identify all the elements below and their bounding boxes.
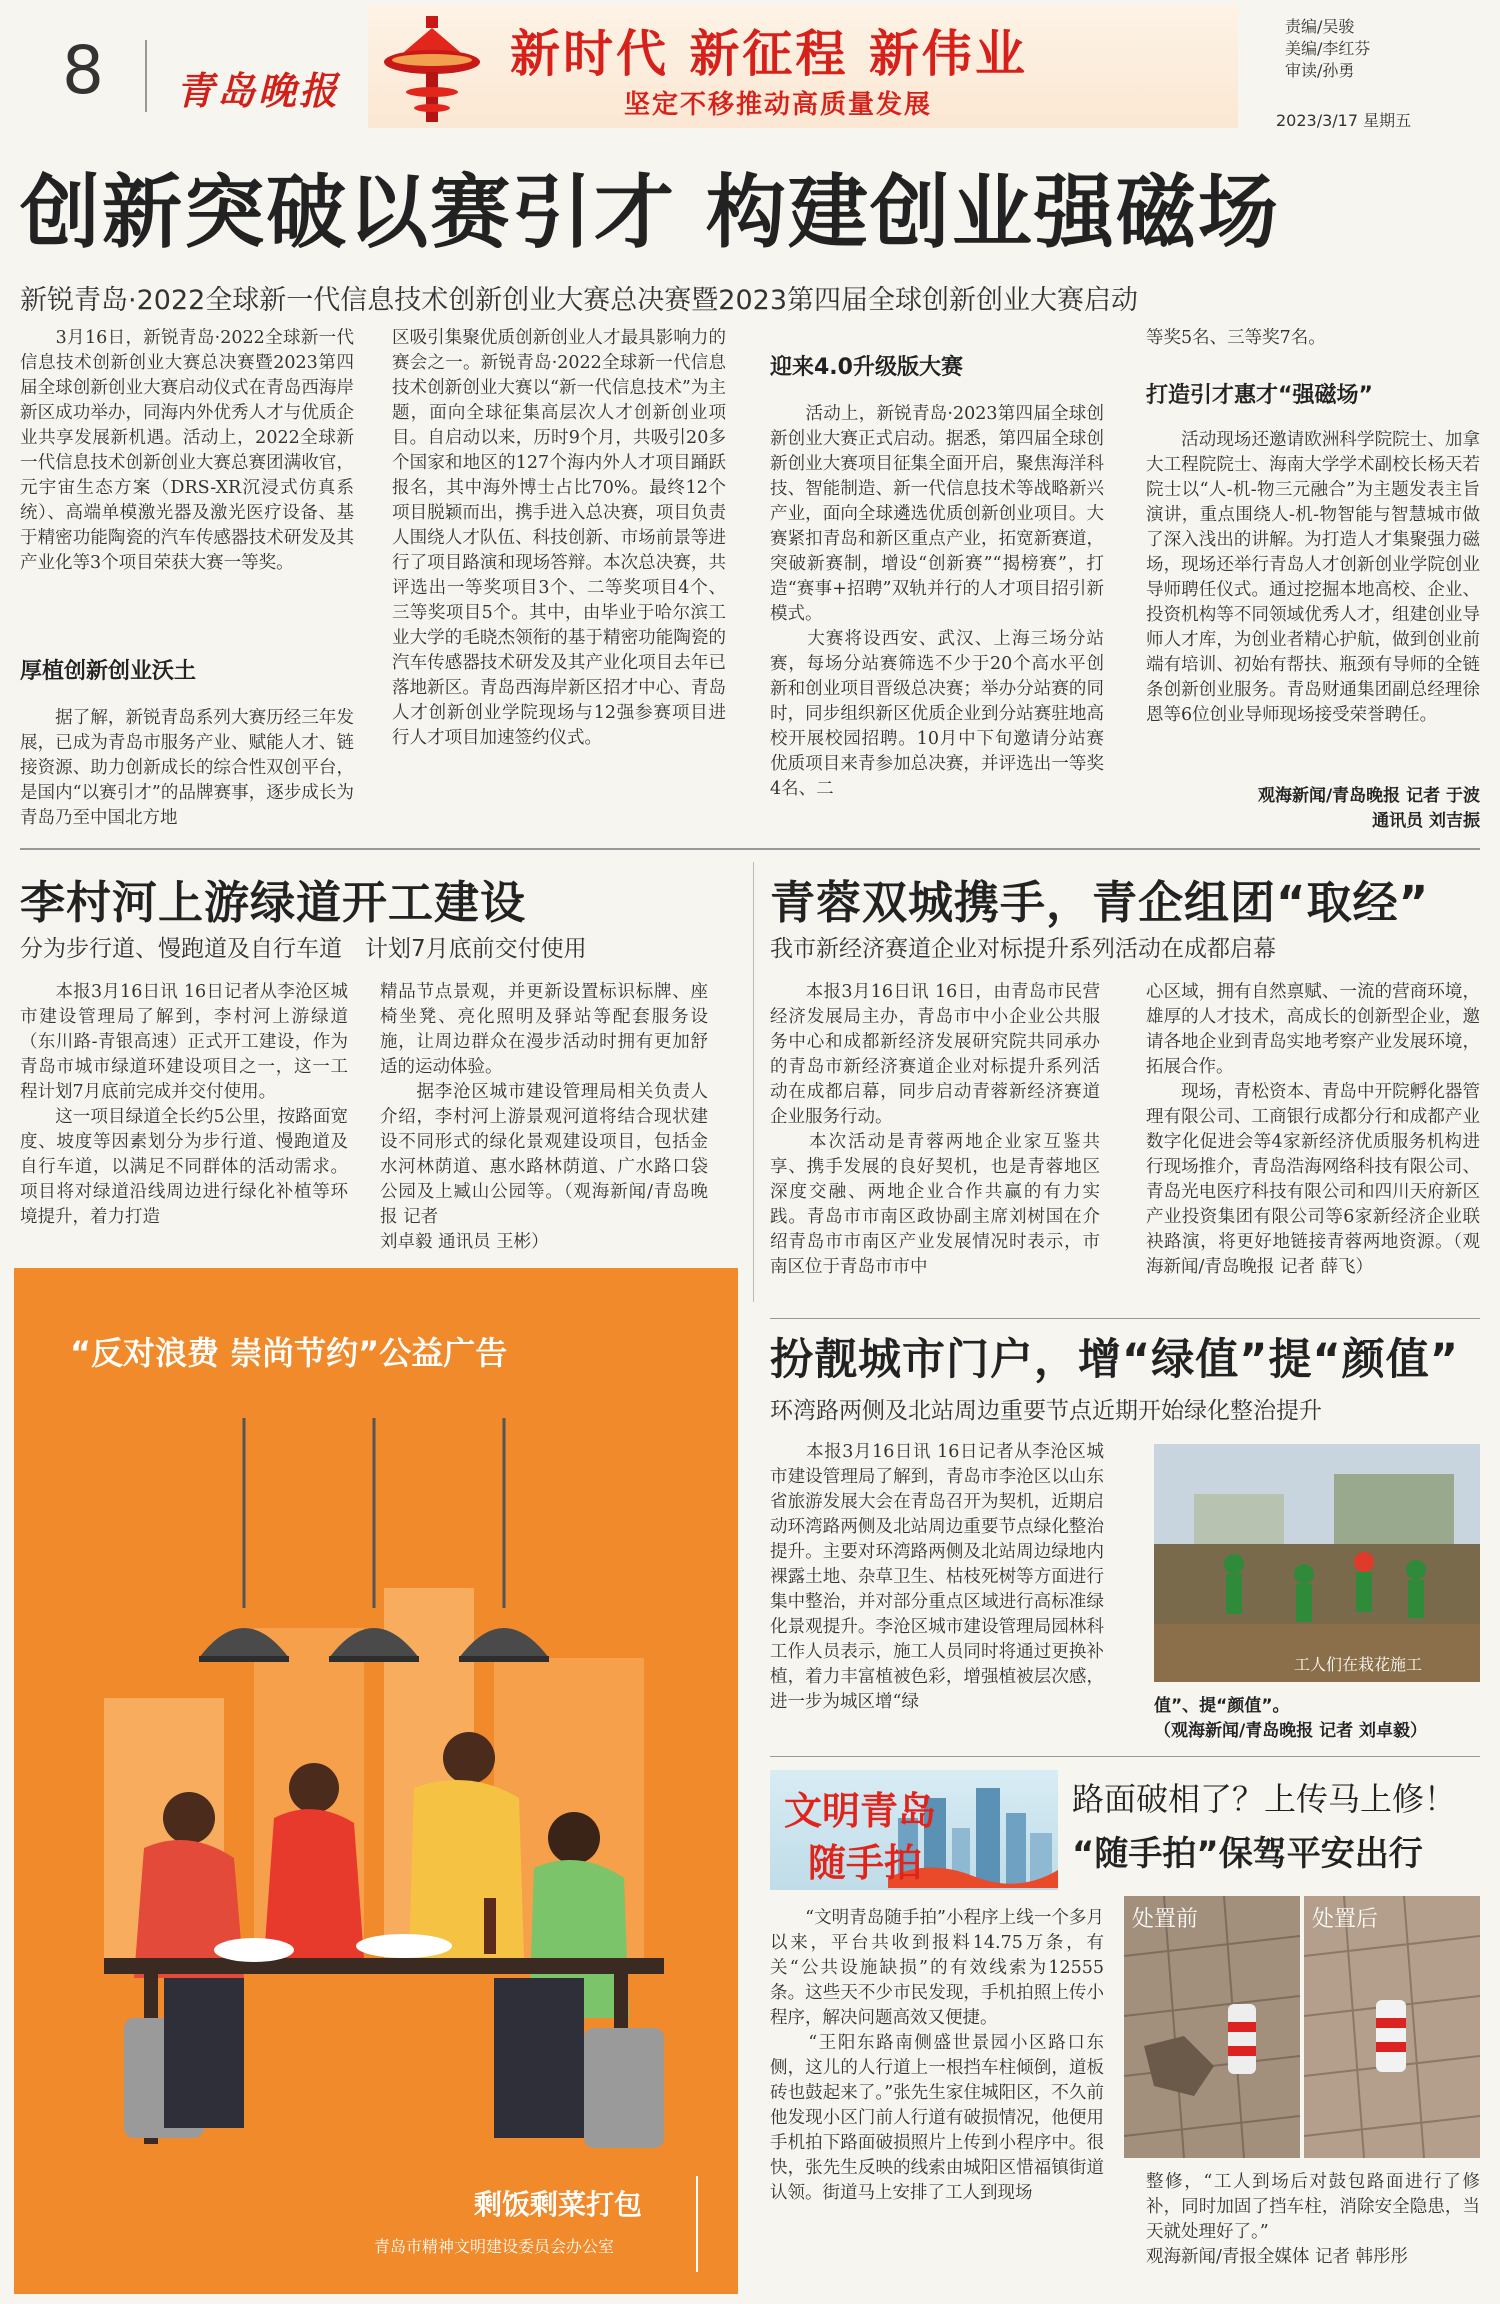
public-service-ad xyxy=(14,1268,738,2294)
lead-column-1b: 据了解，新锐青岛系列大赛历经三年发展，已成为青岛市服务产业、赋能人才、链接资源、助力创新成长的综合性双创平台，是国内“以赛引才”的品牌赛事，逐步成长为青岛乃至中国北方地 xyxy=(20,708,354,828)
lead-column-2: 区吸引集聚优质创新创业人才最具影响力的赛会之一。新锐青岛·2022全球新一代信息技术创新创业大赛以“新一代信息技术”为主题，面向全球征集高层次人才创新创业项目。自启动以来，历时9个月，共吸引20多个国家和地区的127个海内外人才项目踊跃报名，其中海外博士占比70%。最终12个项目脱颖而出，携手进入总决赛，项目负责人围绕人才队伍、科技创新、市场前景等进行了项目路演和现场答辩。本次总决赛，共评选出一等奖项目3个、二等奖项目4个、三等奖项目5个。其中，由毕业于哈尔滨工业大学的毛晓杰领衔的基于精密功能陶瓷的汽车传感器技术研发及其产业化项目去年已落地新区。青岛西海岸新区招才中心、青岛人才创新创业学院现场与12强参赛项目进行人才项目加速签约仪式。 xyxy=(392,328,726,748)
greening-deck: 环湾路两侧及北站周边重要节点近期开始绿化整治提升 xyxy=(770,1398,1322,1424)
after-photo xyxy=(1304,1896,1480,2158)
editor-line: 审读/孙勇 xyxy=(1285,61,1355,80)
lead-column-1: 3月16日，新锐青岛·2022全球新一代信息技术创新创业大赛总决赛暨2023第四届全球创新创业大赛启动仪式在青岛西海岸新区成功举办，同海内外优秀人才与优质企业共享发展新机遇。活动上，2022全球新一代信息技术创新创业大赛总赛团满收官，元宇宙生态方案（DRS-XR沉浸式仿真系统）、高端单模激光器及激光医疗设备、基于精密功能陶瓷的汽车传感器技术研发及其产业化等3个项目荣获大赛一等奖。 xyxy=(20,328,354,573)
chengdu-deck: 我市新经济赛道企业对标提升系列活动在成都启幕 xyxy=(770,936,1276,962)
ad-sponsor: 青岛市精神文明建设委员会办公室 xyxy=(374,2237,615,2256)
before-photo xyxy=(1124,1896,1300,2158)
dining-family-illustration xyxy=(14,1418,738,2158)
lead-subhead-3: 迎来4.0升级版大赛 xyxy=(770,355,963,380)
column-divider xyxy=(753,862,754,1302)
landmark-tower-icon xyxy=(376,10,488,126)
civility-logo xyxy=(770,1770,1058,1890)
road-headline-2: “随手拍”保驾平安出行 xyxy=(1072,1834,1423,1874)
lead-column-4a: 等奖5名、三等奖7名。 xyxy=(1146,328,1326,348)
greenway-column-1: 本报3月16日讯 16日记者从李沧区城市建设管理局了解到，李村河上游绿道（东川路-青银高速）正式开工建设，作为青岛市城市绿道环建设项目之一，这一工程计划7月底前完成并交付使用。 这一项目绿道全长约5公里，按路面宽度、坡度等因素划分为步行道、慢跑道及自行车道，以满足不同群体的活动需求。项目将对绿道沿线周边进行绿化补植等环境提升，着力打造 xyxy=(20,982,348,1227)
lead-column-4: 活动现场还邀请欧洲科学院院士、加拿大工程院院士、海南大学学术副校长杨天若院士以“人-机-物三元融合”为主题发表主旨演讲，重点围绕人-机-物智能与智慧城市做了深入浅出的讲解。为打造人才集聚强力磁场，现场还举行青岛人才创新创业学院创业导师聘任仪式。通过挖掘本地高校、企业、投资机构等不同领域优秀人才，组建创业导师人才库，为创业者精心护航，做到创业前端有培训、初始有帮扶、瓶颈有导师的全链条创新创业服务。青岛财通集团副总经理徐恩等6位创业导师现场接受荣誉聘任。 xyxy=(1146,430,1480,725)
greening-headline: 扮靓城市门户，增“绿值”提“颜值” xyxy=(770,1335,1460,1385)
section-divider xyxy=(770,1756,1480,1757)
lead-byline: 观海新闻/青岛晚报 记者 于波 通讯员 刘吉振 xyxy=(1257,786,1480,831)
banner-title: 新时代 新征程 新伟业 xyxy=(510,25,1028,83)
greenway-column-2: 精品节点景观，并更新设置标识标牌、座椅坐凳、亮化照明及驿站等配套服务设施，让周边群众在漫步活动时拥有更加舒适的运动体验。 据李沧区城市建设管理局相关负责人介绍，李村河上游景观河道将结合现状建设不同形式的绿化景观建设项目，包括金水河林荫道、惠水路林荫道、广水路口袋公园及上臧山公园等。（观海新闻/青岛晚报 记者 刘卓毅 通讯员 王彬） xyxy=(380,982,708,1252)
after-label: 处置后 xyxy=(1312,1907,1379,1932)
editor-credits xyxy=(1285,16,1370,82)
lead-column-3: 活动上，新锐青岛·2023第四届全球创新创业大赛正式启动。据悉，第四届全球创新创业大赛项目征集全面开启，聚焦海洋科技、智能制造、新一代信息技术等战略新兴产业，面向全球遴选优质创新创业项目。大赛紧扣青岛和新区重点产业，拓宽新赛道，突破新赛制，增设“创新赛”“揭榜赛”，打造“赛事+招聘”双轨并行的人才项目招引新模式。 大赛将设西安、武汉、上海三场分站赛，每场分站赛筛选不少于20个高水平创新和创业项目晋级总决赛；举办分站赛的同时，同步组织新区优质企业到分站赛驻地高校开展校园招聘。10月中下旬邀请分站赛优质项目来青参加总决赛，并评选出一等奖4名、二 xyxy=(770,404,1104,799)
repaired-pavement-image xyxy=(1304,1896,1480,2158)
section-divider xyxy=(770,1318,1480,1319)
chengdu-headline: 青蓉双城携手，青企组团“取经” xyxy=(770,876,1430,929)
greening-column-1: 本报3月16日讯 16日记者从李沧区城市建设管理局了解到，青岛市李沧区以山东省旅游发展大会在青岛召开为契机，近期启动环湾路两侧及北站周边重要节点绿化整治提升。主要对环湾路两侧及北站周边绿地内裸露土地、杂草卫生、枯枝死树等方面进行集中整治，并对部分重点区域进行高标准绿化景观提升。李沧区城市建设管理局园林科工作人员表示，施工人员同时将通过更换补植，着力丰富植被色彩，增强植被层次感，进一步为城区增“绿 xyxy=(770,1442,1104,1712)
road-column-1: “文明青岛随手拍”小程序上线一个多月以来，平台共收到报料14.75万条，有关“公共设施缺损”的有效线索为12555条。这些天不少市民发现，手机拍照上传小程序，解决问题高效又便捷。 “王阳东路南侧盛世景园小区路口东侧，这儿的人行道上一根挡车柱倾倒，道板砖也鼓起来了。”张先生家住城阳区，不久前他发现小区门前人行道有破损情况，他便用手机拍下路面破损照片上传到小程序中。很快，张先生反映的线索由城阳区惜福镇街道认领。街道马上安排了工人到现场 xyxy=(770,1908,1104,2203)
chengdu-column-1: 本报3月16日讯 16日，由青岛市民营经济发展局主办，青岛市中小企业公共服务中心和成都新经济发展研究院共同承办的青岛市新经济赛道企业对标提升系列活动在成都启幕，同步启动青蓉新经济赛道企业服务行动。 本次活动是青蓉两地企业家互鉴共享、携手发展的良好契机，也是青蓉地区深度交融、两地企业合作共赢的有力实践。青岛市市南区政协副主席刘树国在介绍青岛市市南区产业发展情况时表示，市南区位于青岛市市中 xyxy=(770,982,1100,1277)
road-headline-1: 路面破相了？上传马上修！ xyxy=(1072,1780,1457,1818)
greening-column-2: 值”、提“颜值”。 （观海新闻/青岛晚报 记者 刘卓毅） xyxy=(1154,1696,1428,1741)
chengdu-column-2: 心区域，拥有自然禀赋、一流的营商环境，雄厚的人才技术，高成长的创新型企业，邀请各地企业到青岛实地考察产业发展环境，拓展合作。 现场，青松资本、青岛中开院孵化器管理有限公司、工商银行成都分行和成都产业数字化促进会等4家新经济优质服务机构进行现场推介，青岛浩海网络科技有限公司、青岛光电医疗科技有限公司和四川天府新区产业投资集团有限公司等6家新经济企业联袂路演，将更好地链接青蓉两地资源。（观海新闻/青岛晚报 记者 薛飞） xyxy=(1146,982,1480,1277)
photo-caption: 工人们在栽花施工 xyxy=(1294,1655,1423,1674)
ad-divider xyxy=(696,2176,698,2272)
section-divider xyxy=(20,848,1480,850)
greenway-deck: 分为步行道、慢跑道及自行车道 计划7月底前交付使用 xyxy=(20,936,587,962)
lead-deck: 新锐青岛·2022全球新一代信息技术创新创业大赛总决赛暨2023第四届全球创新创业大赛启动 xyxy=(20,285,1139,316)
ad-title: “反对浪费 崇尚节约”公益广告 xyxy=(70,1334,508,1372)
masthead-divider xyxy=(145,40,147,112)
issue-date: 2023/3/17 星期五 xyxy=(1276,111,1412,130)
editor-line: 美编/李红芬 xyxy=(1285,39,1371,58)
masthead xyxy=(0,0,1500,135)
editor-line: 责编/吴骏 xyxy=(1285,17,1355,36)
ad-slogan: 剩饭剩菜打包 xyxy=(474,2188,643,2221)
paper-name-logo: 青岛晚报 xyxy=(176,68,341,113)
logo-line-2: 随手拍 xyxy=(808,1841,923,1885)
greenway-headline: 李村河上游绿道开工建设 xyxy=(20,876,527,929)
banner-subtitle: 坚定不移推动高质量发展 xyxy=(624,90,933,120)
lead-subhead-1: 厚植创新创业沃土 xyxy=(20,659,197,684)
before-label: 处置前 xyxy=(1132,1907,1199,1932)
greening-photo xyxy=(1154,1444,1480,1682)
street-planting-image xyxy=(1154,1444,1480,1682)
banner xyxy=(368,4,1238,128)
logo-line-1: 文明青岛 xyxy=(784,1789,937,1833)
page-number: 8 xyxy=(62,32,104,109)
lead-headline: 创新突破以赛引才 构建创业强磁场 xyxy=(20,166,1280,259)
lead-subhead-4: 打造引才惠才“强磁场” xyxy=(1146,383,1373,408)
broken-pavement-image xyxy=(1124,1896,1300,2158)
road-column-2: 整修，“工人到场后对鼓包路面进行了修补，同时加固了挡车柱，消除安全隐患，当天就处理好了。” 观海新闻/青报全媒体 记者 韩彤彤 xyxy=(1146,2172,1480,2267)
